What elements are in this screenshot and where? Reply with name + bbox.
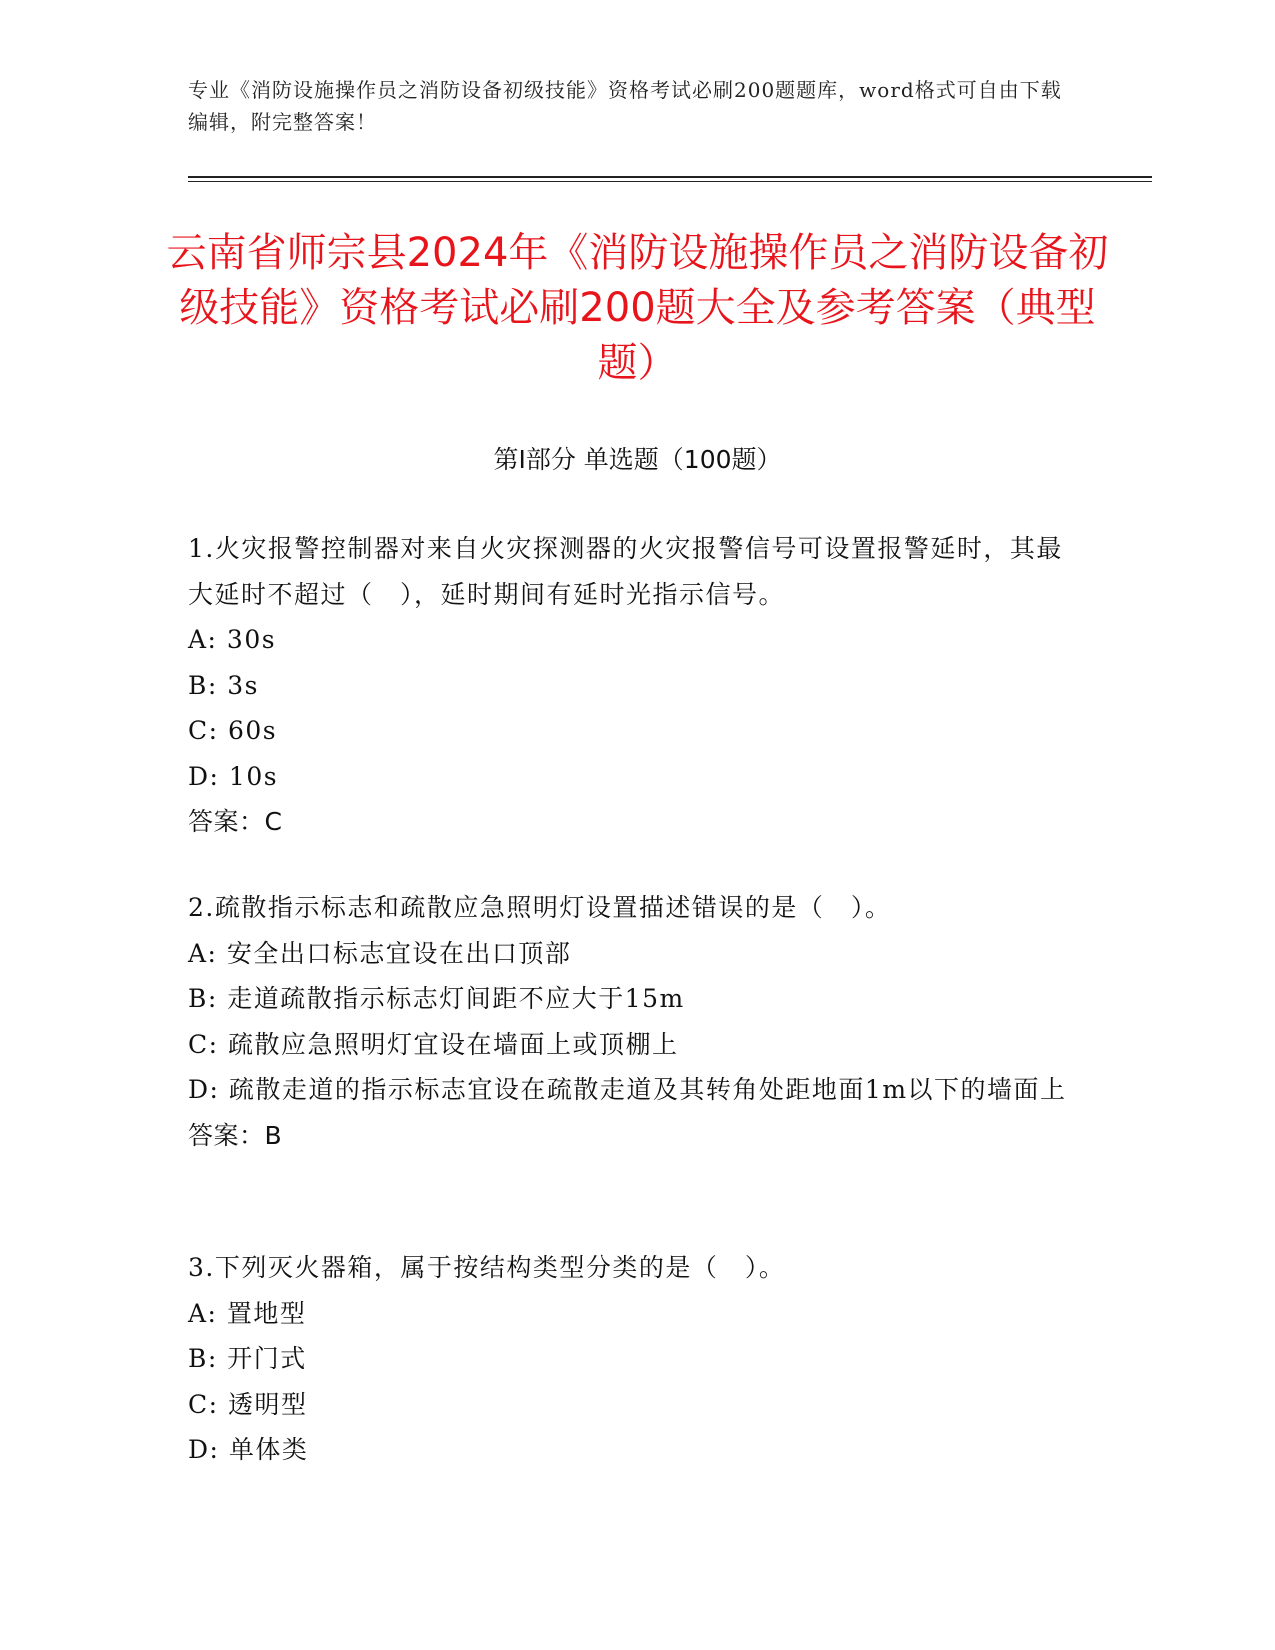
document-title: 云南省师宗县2024年《消防设施操作员之消防设备初级技能》资格考试必刷200题大全及参考答案（典型题） bbox=[166, 230, 1109, 386]
option-d: D: 单体类 bbox=[188, 1435, 309, 1464]
option-d: D: 10s bbox=[188, 761, 279, 791]
header-divider-thick bbox=[188, 176, 1152, 178]
option-c: C: 60s bbox=[188, 716, 278, 745]
option-b: B: 开门式 bbox=[188, 1344, 307, 1373]
option-b: B: 3s bbox=[188, 670, 259, 700]
option-c: C: 疏散应急照明灯宜设在墙面上或顶棚上 bbox=[188, 1029, 679, 1059]
option-a: A: 置地型 bbox=[188, 1298, 307, 1328]
question-stem: 2.疏散指示标志和疏散应急照明灯设置描述错误的是（ ）。 bbox=[188, 893, 892, 922]
question-block bbox=[188, 885, 1068, 1158]
option-a: A: 30s bbox=[188, 625, 277, 654]
answer-line: 答案：C bbox=[188, 807, 283, 836]
answer-line: 答案：B bbox=[188, 1120, 283, 1150]
header-divider-thin bbox=[188, 181, 1152, 182]
question-block bbox=[188, 526, 1068, 845]
question-block bbox=[188, 1245, 1068, 1473]
option-c: C: 透明型 bbox=[188, 1389, 308, 1419]
header-note: 专业《消防设施操作员之消防设备初级技能》资格考试必刷200题题库，word格式可自由下载编辑，附完整答案！ bbox=[188, 78, 1062, 134]
option-d: D: 疏散走道的指示标志宜设在疏散走道及其转角处距地面1m以下的墙面上 bbox=[188, 1075, 1067, 1104]
question-stem: 1.火灾报警控制器对来自火灾探测器的火灾报警信号可设置报警延时，其最大延时不超过（ ），延时期间有延时光指示信号。 bbox=[188, 534, 1063, 609]
question-stem: 3.下列灭火器箱，属于按结构类型分类的是（ ）。 bbox=[188, 1253, 786, 1282]
option-a: A: 安全出口标志宜设在出口顶部 bbox=[188, 938, 572, 968]
option-b: B: 走道疏散指示标志灯间距不应大于15m bbox=[188, 984, 685, 1013]
section-heading: 第Ⅰ部分 单选题（100题） bbox=[493, 445, 782, 474]
